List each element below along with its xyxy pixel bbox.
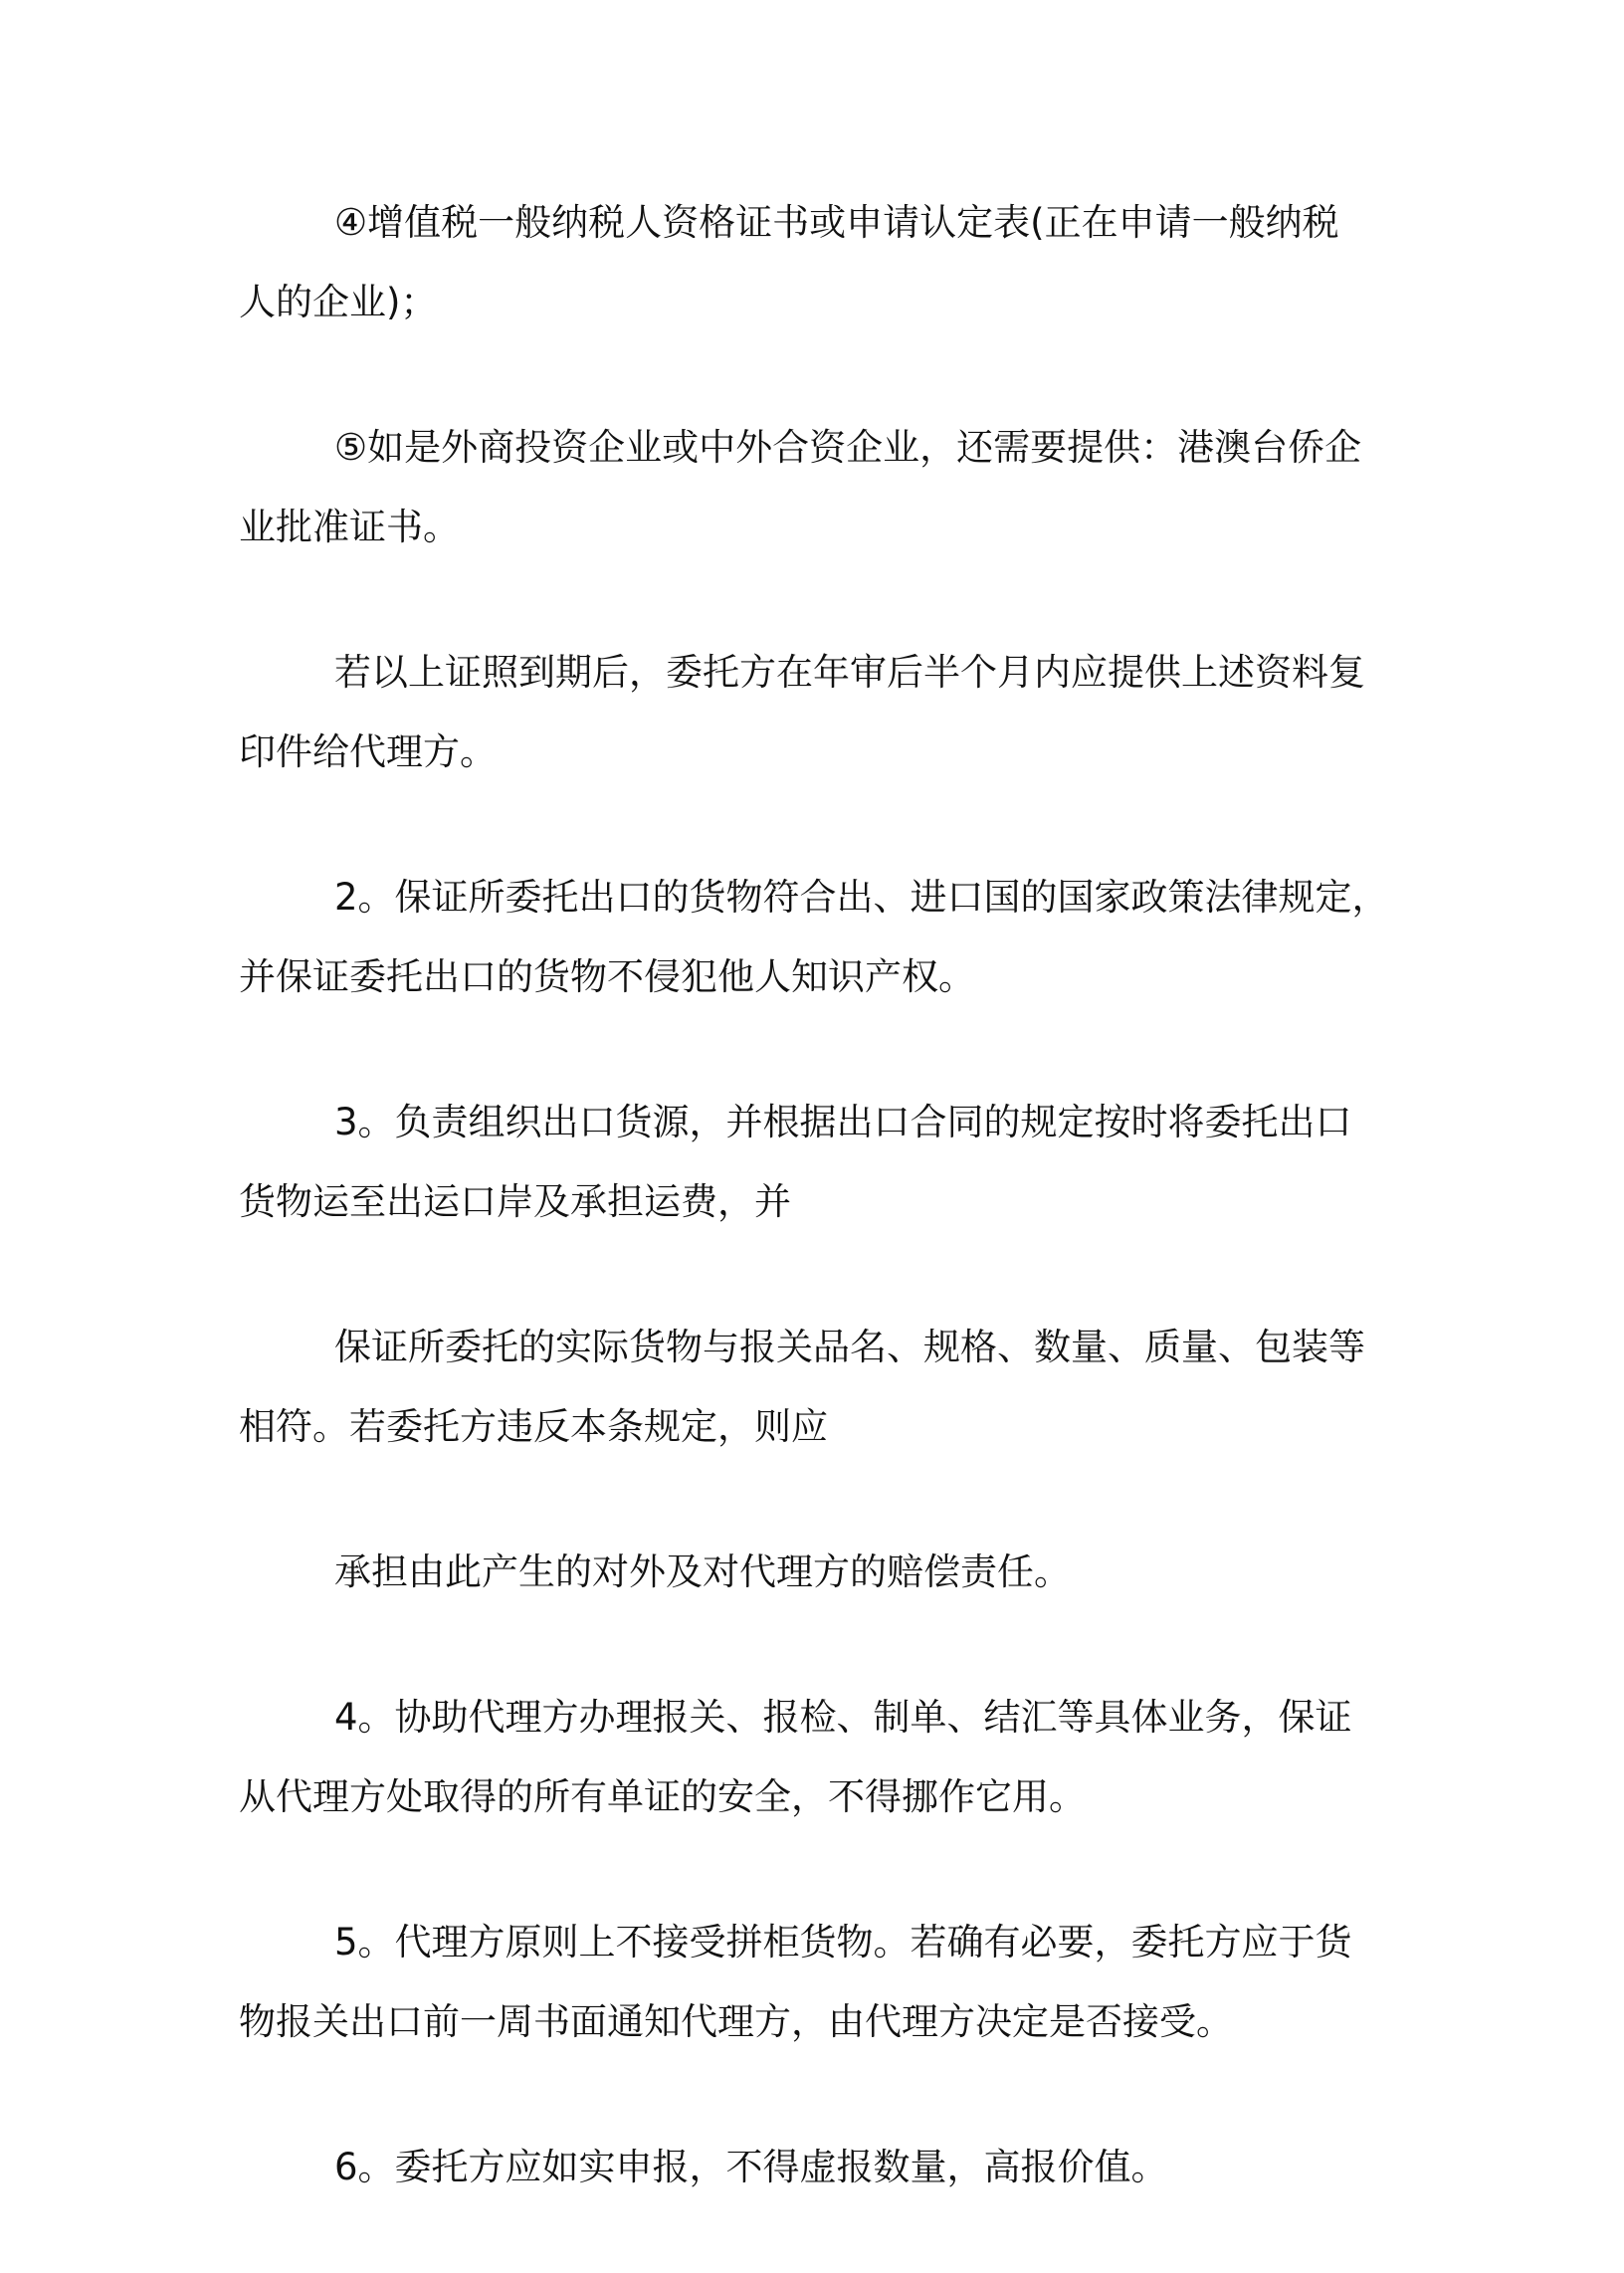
- paragraph-line: 6。委托方应如实申报，不得虚报数量，高报价值。: [334, 2146, 1168, 2188]
- paragraph-vat-certificate: [239, 183, 1373, 342]
- paragraph-line: 保证所委托的实际货物与报关品名、规格、数量、质量、包装等: [334, 1326, 1365, 1368]
- paragraph-line: 人的企业)；: [239, 281, 438, 323]
- paragraph-line: 2。保证所委托出口的货物符合出、进口国的国家政策法律规定，: [334, 876, 1389, 919]
- paragraph-clause-5: [239, 1903, 1373, 2062]
- paragraph-clause-4: [239, 1678, 1373, 1837]
- paragraph-line: 物报关出口前一周书面通知代理方，由代理方决定是否接受。: [239, 2000, 1233, 2043]
- paragraph-line: 从代理方处取得的所有单证的安全，不得挪作它用。: [239, 1775, 1086, 1818]
- paragraph-line: 若以上证照到期后，委托方在年审后半个月内应提供上述资料复: [334, 651, 1365, 694]
- paragraph-line: 并保证委托出口的货物不侵犯他人知识产权。: [239, 955, 975, 998]
- paragraph-clause-3-liability: [239, 1533, 1373, 1612]
- paragraph-clause-3: [239, 1083, 1373, 1242]
- paragraph-line: 相符。若委托方违反本条规定，则应: [239, 1405, 828, 1448]
- paragraph-clause-2: [239, 858, 1389, 1017]
- paragraph-foreign-enterprise: [239, 408, 1373, 567]
- paragraph-line: 4。协助代理方办理报关、报检、制单、结汇等具体业务，保证: [334, 1696, 1352, 1739]
- paragraph-clause-6: [239, 2128, 1373, 2207]
- paragraph-license-expiry: [239, 633, 1373, 792]
- paragraph-clause-3-continued: [239, 1308, 1373, 1467]
- document-body: [239, 183, 1389, 2273]
- paragraph-line: ④增值税一般纳税人资格证书或申请认定表(正在申请一般纳税: [334, 201, 1339, 244]
- paragraph-line: ⑤如是外商投资企业或中外合资企业，还需要提供：港澳台侨企: [334, 426, 1362, 469]
- paragraph-line: 承担由此产生的对外及对代理方的赔偿责任。: [334, 1550, 1071, 1593]
- paragraph-line: 5。代理方原则上不接受拼柜货物。若确有必要，委托方应于货: [334, 1921, 1352, 1963]
- paragraph-line: 业批准证书。: [239, 506, 460, 548]
- paragraph-line: 3。负责组织出口货源，并根据出口合同的规定按时将委托出口: [334, 1101, 1352, 1143]
- paragraph-line: 货物运至出运口岸及承担运费，并: [239, 1180, 791, 1223]
- paragraph-line: 印件给代理方。: [239, 730, 497, 773]
